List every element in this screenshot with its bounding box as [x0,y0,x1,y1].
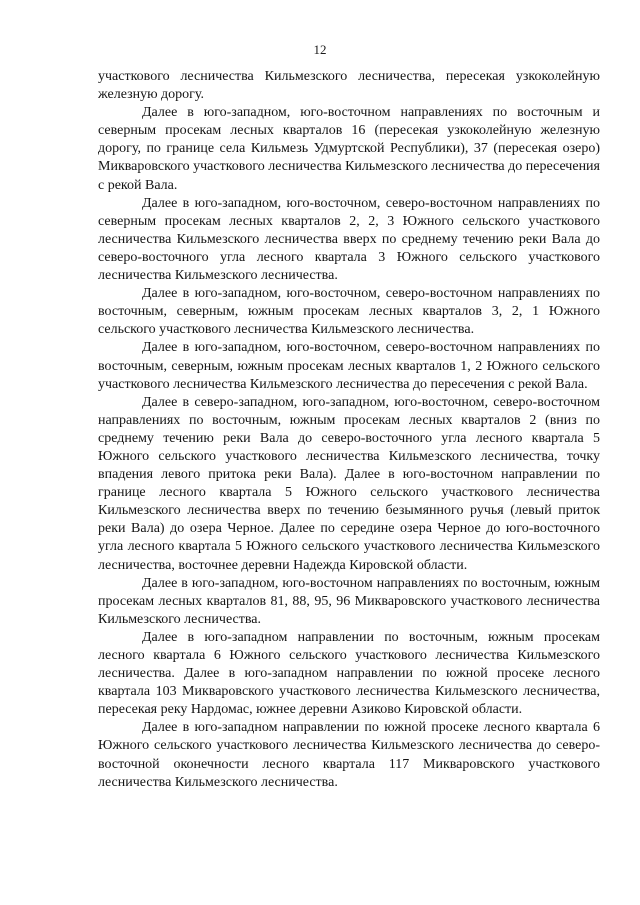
paragraph: Далее в северо-западном, юго-западном, юго-восточном, северо-восточном направлениях по восточным, южным просекам лесных кварталов 2 (вниз по среднему течению реки Вала до северо-восточного угла лесного квартала 5 Южного сельского участкового лесничества Кильмезского лесничества, точку впадения левого притока реки Вала). Далее в юго-восточном направлении по границе лесного квартала 5 Южного сельского участкового лесничества Кильмезского лесничества вверх по течению безымянного ручья (левый приток реки Вала) до озера Черное. Далее по середине озера Черное до юго-восточного угла лесного квартала 5 Южного сельского участкового лесничества Кильмезского лесничества, восточнее деревни Надежда Кировской области. [98,394,600,573]
paragraph: Далее в юго-западном, юго-восточном, северо-восточном направлениях по восточным, северным, южным просекам лесных кварталов 1, 2 Южного сельского участкового лесничества Кильмезского лесничества до пересечения с рекой Вала. [98,340,600,392]
paragraph: Далее в юго-западном, юго-восточном, северо-восточном направлениях по северным просекам лесных кварталов 2, 2, 3 Южного сельского участкового лесничества Кильмезского лесничества вверх по среднему течению реки Вала до северо-восточного угла лесного квартала 3 Южного сельского участкового лесничества Кильмезского лесничества. [98,195,600,284]
paragraph-continuation: участкового лесничества Кильмезского лесничества, пересекая узкоколейную железную дорогу. [98,69,600,103]
paragraph: Далее в юго-западном направлении по восточным, южным просекам лесного квартала 6 Южного сельского участкового лесничества Кильмезского лесничества. Далее в юго-западном направлении по южной просеке лесного квартала 103 Микваровского участкового лесничества Кильмезского лесничества, пересекая реку Нардомас, южнее деревни Азиково Кировской области. [98,629,600,718]
paragraph: Далее в юго-западном, юго-восточном, северо-восточном направлениях по восточным, северным, южным просекам лесных кварталов 3, 2, 1 Южного сельского участкового лесничества Кильмезского лесничества. [98,286,600,338]
page-number: 12 [313,42,327,57]
paragraph: Далее в юго-западном, юго-восточном направлениях по восточным, южным просекам лесных кварталов 81, 88, 95, 96 Микваровского участкового лесничества Кильмезского лесничества. [98,575,600,627]
paragraph: Далее в юго-западном направлении по южной просеке лесного квартала 6 Южного сельского участкового лесничества Кильмезского лесничества до северо-восточной оконечности лесного квартала 117 Микваровского участкового лесничества Кильмезского лесничества. [98,720,600,790]
document-body [98,68,600,792]
paragraph: Далее в юго-западном, юго-восточном направлениях по восточным и северным просекам лесных кварталов 16 (пересекая узкоколейную железную дорогу, по границе села Кильмезь Удмуртской Республики), 37 (пересекая озеро) Микваровского участкового лесничества Кильмезского лесничества до пересечения с рекой Вала. [98,105,600,193]
